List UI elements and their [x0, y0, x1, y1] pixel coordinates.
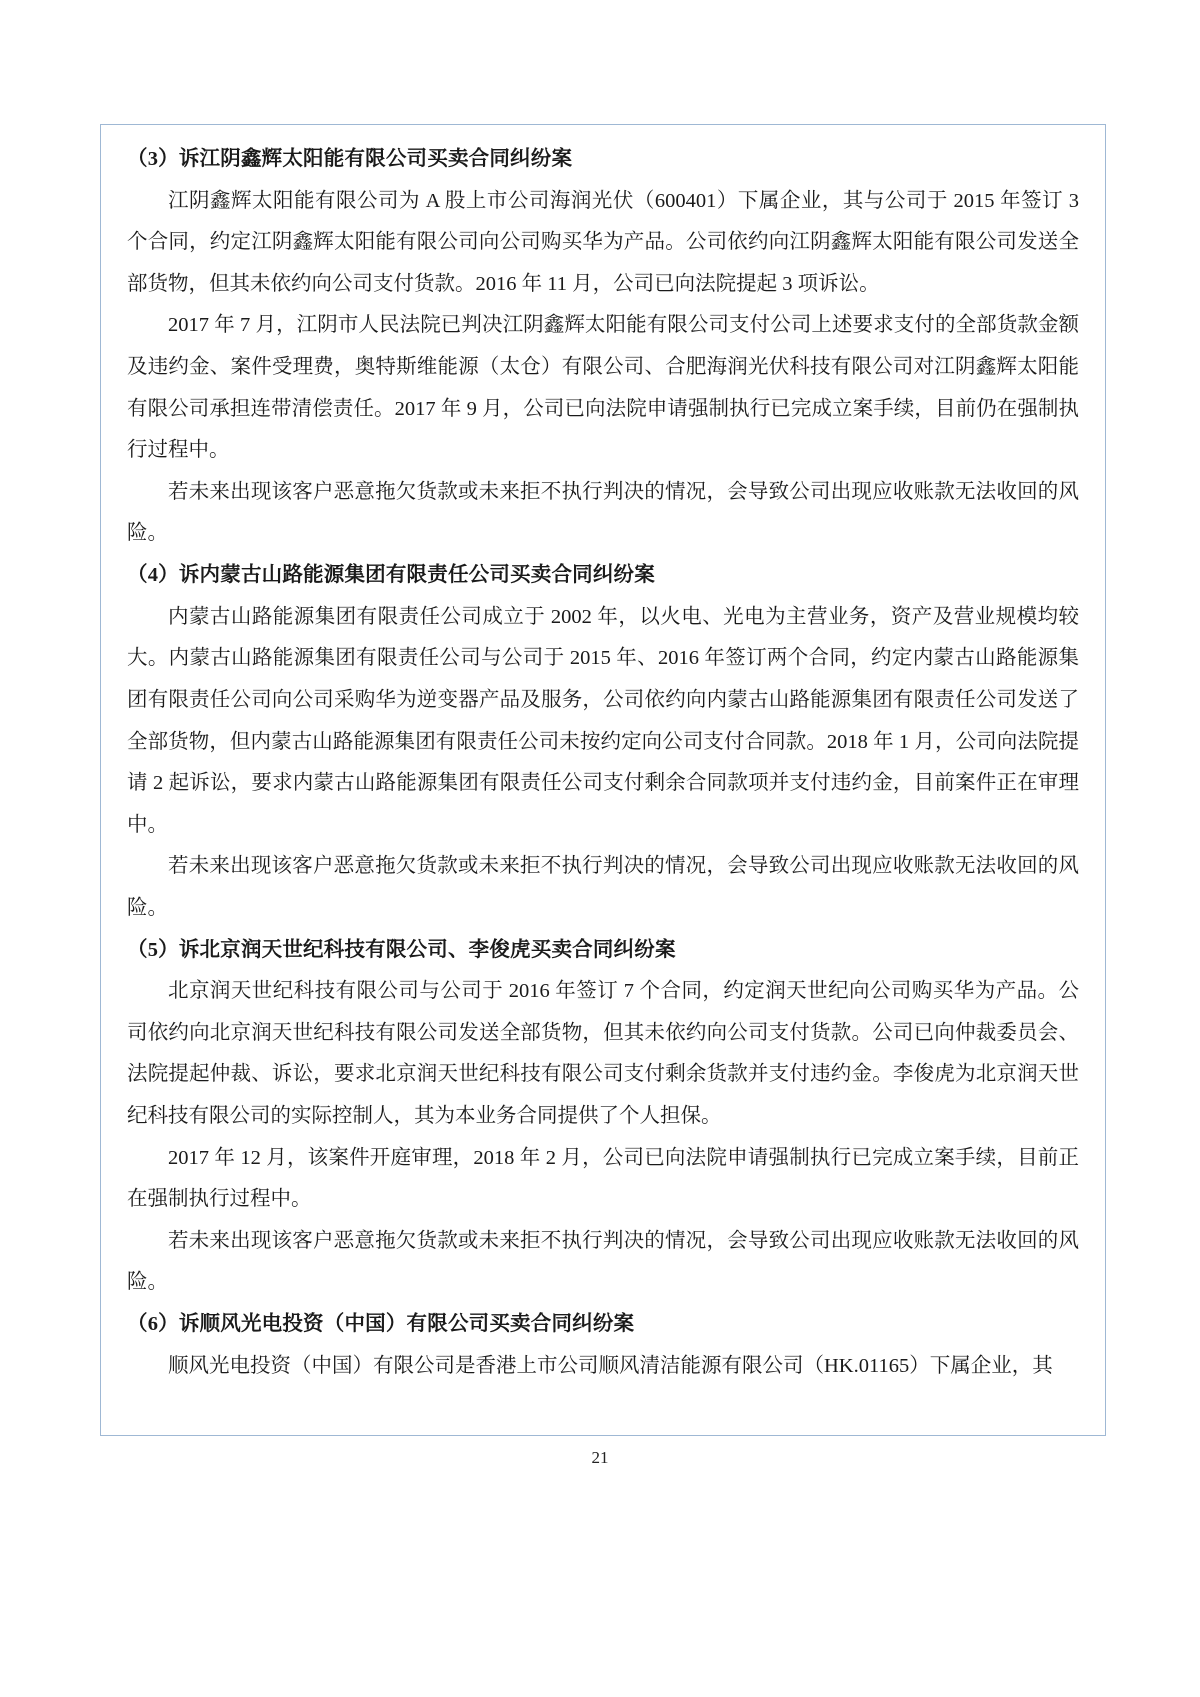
section-heading-4: （4）诉内蒙古山路能源集团有限责任公司买卖合同纠纷案 [127, 564, 655, 587]
paragraph: 2017 年 7 月，江阴市人民法院已判决江阴鑫辉太阳能有限公司支付公司上述要求支付的全部货款金额及违约金、案件受理费，奥特斯维能源（太仓）有限公司、合肥海润光伏科技有限公司对江阴鑫辉太阳能有限公司承担连带清偿责任。2017 年 9 月，公司已向法院申请强制执行已完成立案手续，目前仍在强制执行过程中。 [127, 314, 1079, 462]
section-heading-3: （3）诉江阴鑫辉太阳能有限公司买卖合同纠纷案 [127, 148, 573, 170]
section-heading-5: （5）诉北京润天世纪科技有限公司、李俊虎买卖合同纠纷案 [127, 938, 676, 961]
paragraph: 北京润天世纪科技有限公司与公司于 2016 年签订 7 个合同，约定润天世纪向公司购买华为产品。公司依约向北京润天世纪科技有限公司发送全部货物，但其未依约向公司支付货款。公司已向仲裁委员会、法院提起仲裁、诉讼，要求北京润天世纪科技有限公司支付剩余货款并支付违约金。李俊虎为北京润天世纪科技有限公司的实际控制人，其为本业务合同提供了个人担保。 [127, 980, 1079, 1128]
paragraph: 顺风光电投资（中国）有限公司是香港上市公司顺风清洁能源有限公司（HK.01165）下属企业，其 [168, 1354, 1053, 1377]
paragraph: 若未来出现该客户恶意拖欠货款或未来拒不执行判决的情况，会导致公司出现应收账款无法收回的风险。 [127, 1229, 1079, 1294]
page-content-frame [100, 124, 1106, 1436]
paragraph: 2017 年 12 月，该案件开庭审理，2018 年 2 月，公司已向法院申请强制执行已完成立案手续，目前正在强制执行过程中。 [127, 1146, 1079, 1211]
paragraph: 若未来出现该客户恶意拖欠货款或未来拒不执行判决的情况，会导致公司出现应收账款无法收回的风险。 [127, 480, 1079, 545]
document-body [127, 139, 1079, 1387]
page-number: 21 [591, 1448, 609, 1467]
paragraph: 若未来出现该客户恶意拖欠货款或未来拒不执行判决的情况，会导致公司出现应收账款无法收回的风险。 [127, 855, 1079, 919]
paragraph: 江阴鑫辉太阳能有限公司为 A 股上市公司海润光伏（600401）下属企业，其与公司于 2015 年签订 3 个合同，约定江阴鑫辉太阳能有限公司向公司购买华为产品。公司依约向江阴鑫辉太阳能有限公司发送全部货物，但其未依约向公司支付货款。2016 年 11 月，公司已向法院提起 3 项诉讼。 [127, 189, 1079, 295]
paragraph: 内蒙古山路能源集团有限责任公司成立于 2002 年，以火电、光电为主营业务，资产及营业规模均较大。内蒙古山路能源集团有限责任公司与公司于 2015 年、2016 年签订两个合同，约定内蒙古山路能源集团有限责任公司向公司采购华为逆变器产品及服务，公司依约向内蒙古山路能源集团有限责任公司发送了全部货物，但内蒙古山路能源集团有限责任公司未按约定向公司支付合同款。2018 年 1 月，公司向法院提请 2 起诉讼，要求内蒙古山路能源集团有限责任公司支付剩余合同款项并支付违约金，目前案件正在审理中。 [127, 605, 1079, 836]
section-heading-6: （6）诉顺风光电投资（中国）有限公司买卖合同纠纷案 [127, 1313, 635, 1336]
